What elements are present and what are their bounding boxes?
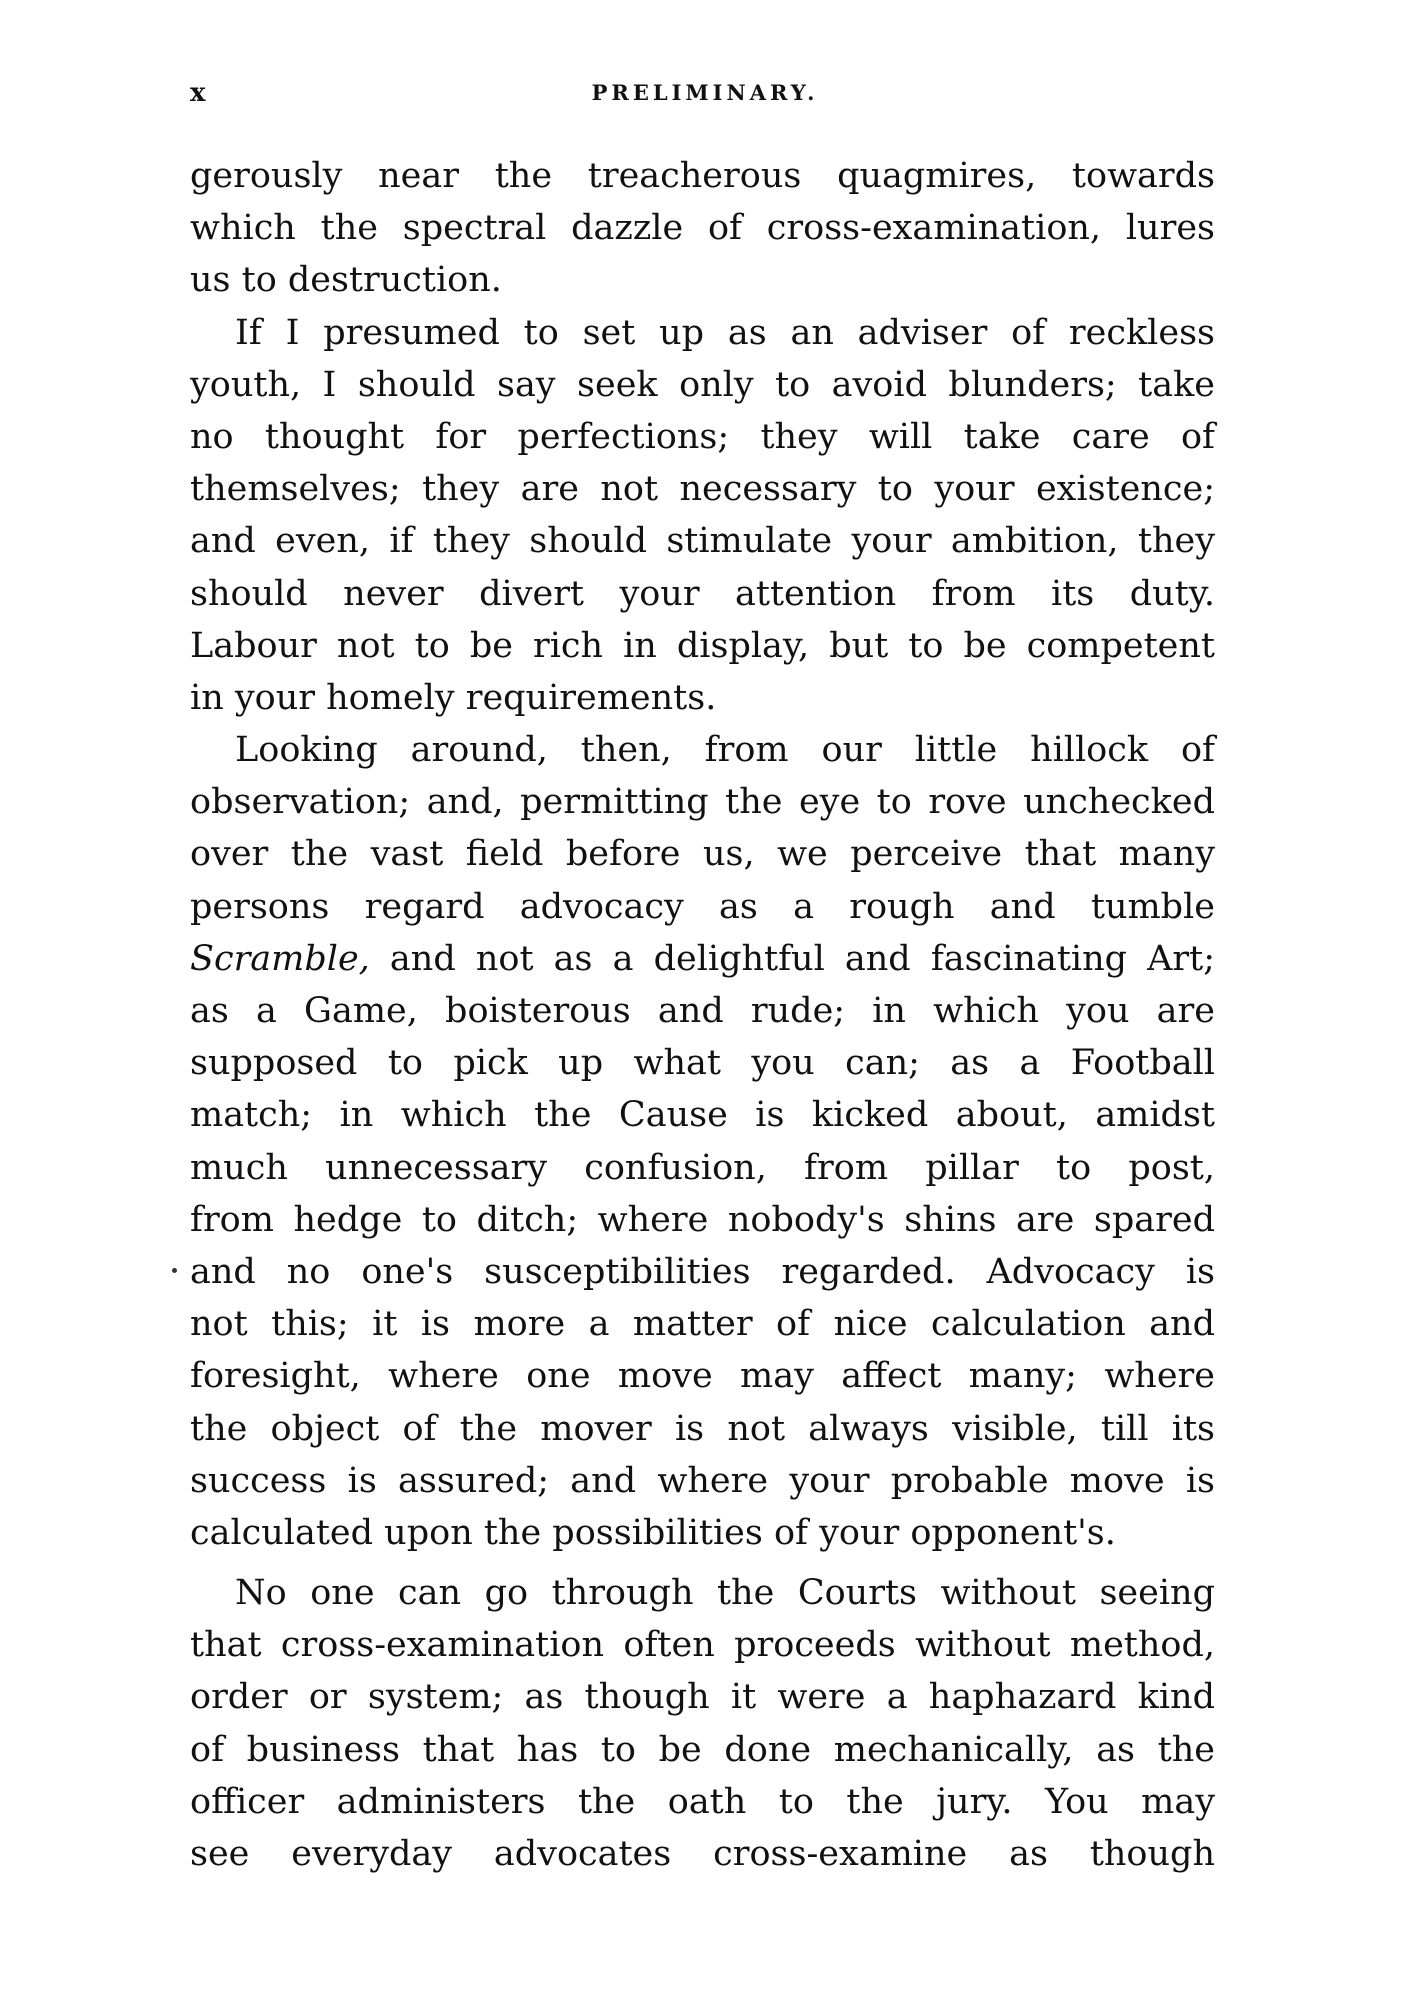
text-line: themselves; they are not necessary to your existence; bbox=[190, 469, 1215, 510]
text-line: no thought for perfections; they will take care of bbox=[190, 416, 1215, 457]
text-line: gerously near the treacherous quagmires, towards bbox=[190, 156, 1215, 196]
text-line: order or system; as though it were a haphazard kind bbox=[190, 1677, 1215, 1718]
body-text bbox=[190, 150, 1215, 1880]
text-line: If I presumed to set up as an adviser of reckless bbox=[235, 312, 1215, 353]
text-line: us to destruction. bbox=[190, 260, 502, 301]
text-line: not this; it is more a matter of nice calculation and bbox=[190, 1304, 1215, 1345]
print-speck bbox=[172, 1268, 177, 1273]
text-line: much unnecessary confusion, from pillar to post, bbox=[190, 1147, 1215, 1188]
text-line: persons regard advocacy as a rough and tumble bbox=[190, 886, 1215, 927]
text-line: calculated upon the possibilities of your opponent's. bbox=[190, 1512, 1116, 1553]
page-number: x bbox=[190, 78, 207, 108]
running-title: PRELIMINARY. bbox=[591, 80, 819, 105]
text-line: over the vast field before us, we perceive that many bbox=[190, 834, 1215, 875]
text-line: officer administers the oath to the jury. You may bbox=[190, 1781, 1215, 1822]
text-line: Labour not to be rich in display, but to be competent bbox=[190, 625, 1215, 666]
text-line: success is assured; and where your probable move is bbox=[190, 1460, 1215, 1501]
text-line: foresight, where one move may affect many; where bbox=[190, 1356, 1215, 1397]
text-line: No one can go through the Courts without seeing bbox=[235, 1573, 1215, 1614]
text-line: and even, if they should stimulate your ambition, they bbox=[190, 521, 1215, 562]
text-line: which the spectral dazzle of cross-examination, lures bbox=[190, 208, 1215, 249]
text-fragment: and not as a delightful and fascinating Art; bbox=[369, 938, 1215, 979]
text-line: that cross-examination often proceeds without method, bbox=[190, 1625, 1215, 1666]
text-line: of business that has to be done mechanically, as the bbox=[190, 1729, 1215, 1770]
text-line: match; in which the Cause is kicked about, amidst bbox=[190, 1095, 1215, 1136]
text-line: from hedge to ditch; where nobody's shins are spared bbox=[190, 1199, 1215, 1240]
text-line: supposed to pick up what you can; as a Football bbox=[190, 1043, 1215, 1084]
text-line: as a Game, boisterous and rude; in which you are bbox=[190, 991, 1215, 1031]
text-line: Looking around, then, from our little hillock of bbox=[235, 730, 1215, 771]
text-line: see everyday advocates cross-examine as though bbox=[190, 1834, 1215, 1874]
italic-word: Scramble, bbox=[190, 938, 370, 979]
page-header bbox=[190, 78, 1220, 118]
text-line: and no one's susceptibilities regarded. Advocacy is bbox=[190, 1251, 1215, 1292]
text-line: in your homely requirements. bbox=[190, 677, 717, 718]
text-line: youth, I should say seek only to avoid blunders; take bbox=[190, 364, 1215, 405]
text-line-with-italic bbox=[190, 933, 1215, 985]
text-line: should never divert your attention from its duty. bbox=[190, 573, 1215, 614]
text-line: observation; and, permitting the eye to rove unchecked bbox=[190, 782, 1215, 823]
text-line: the object of the mover is not always visible, till its bbox=[190, 1408, 1215, 1449]
